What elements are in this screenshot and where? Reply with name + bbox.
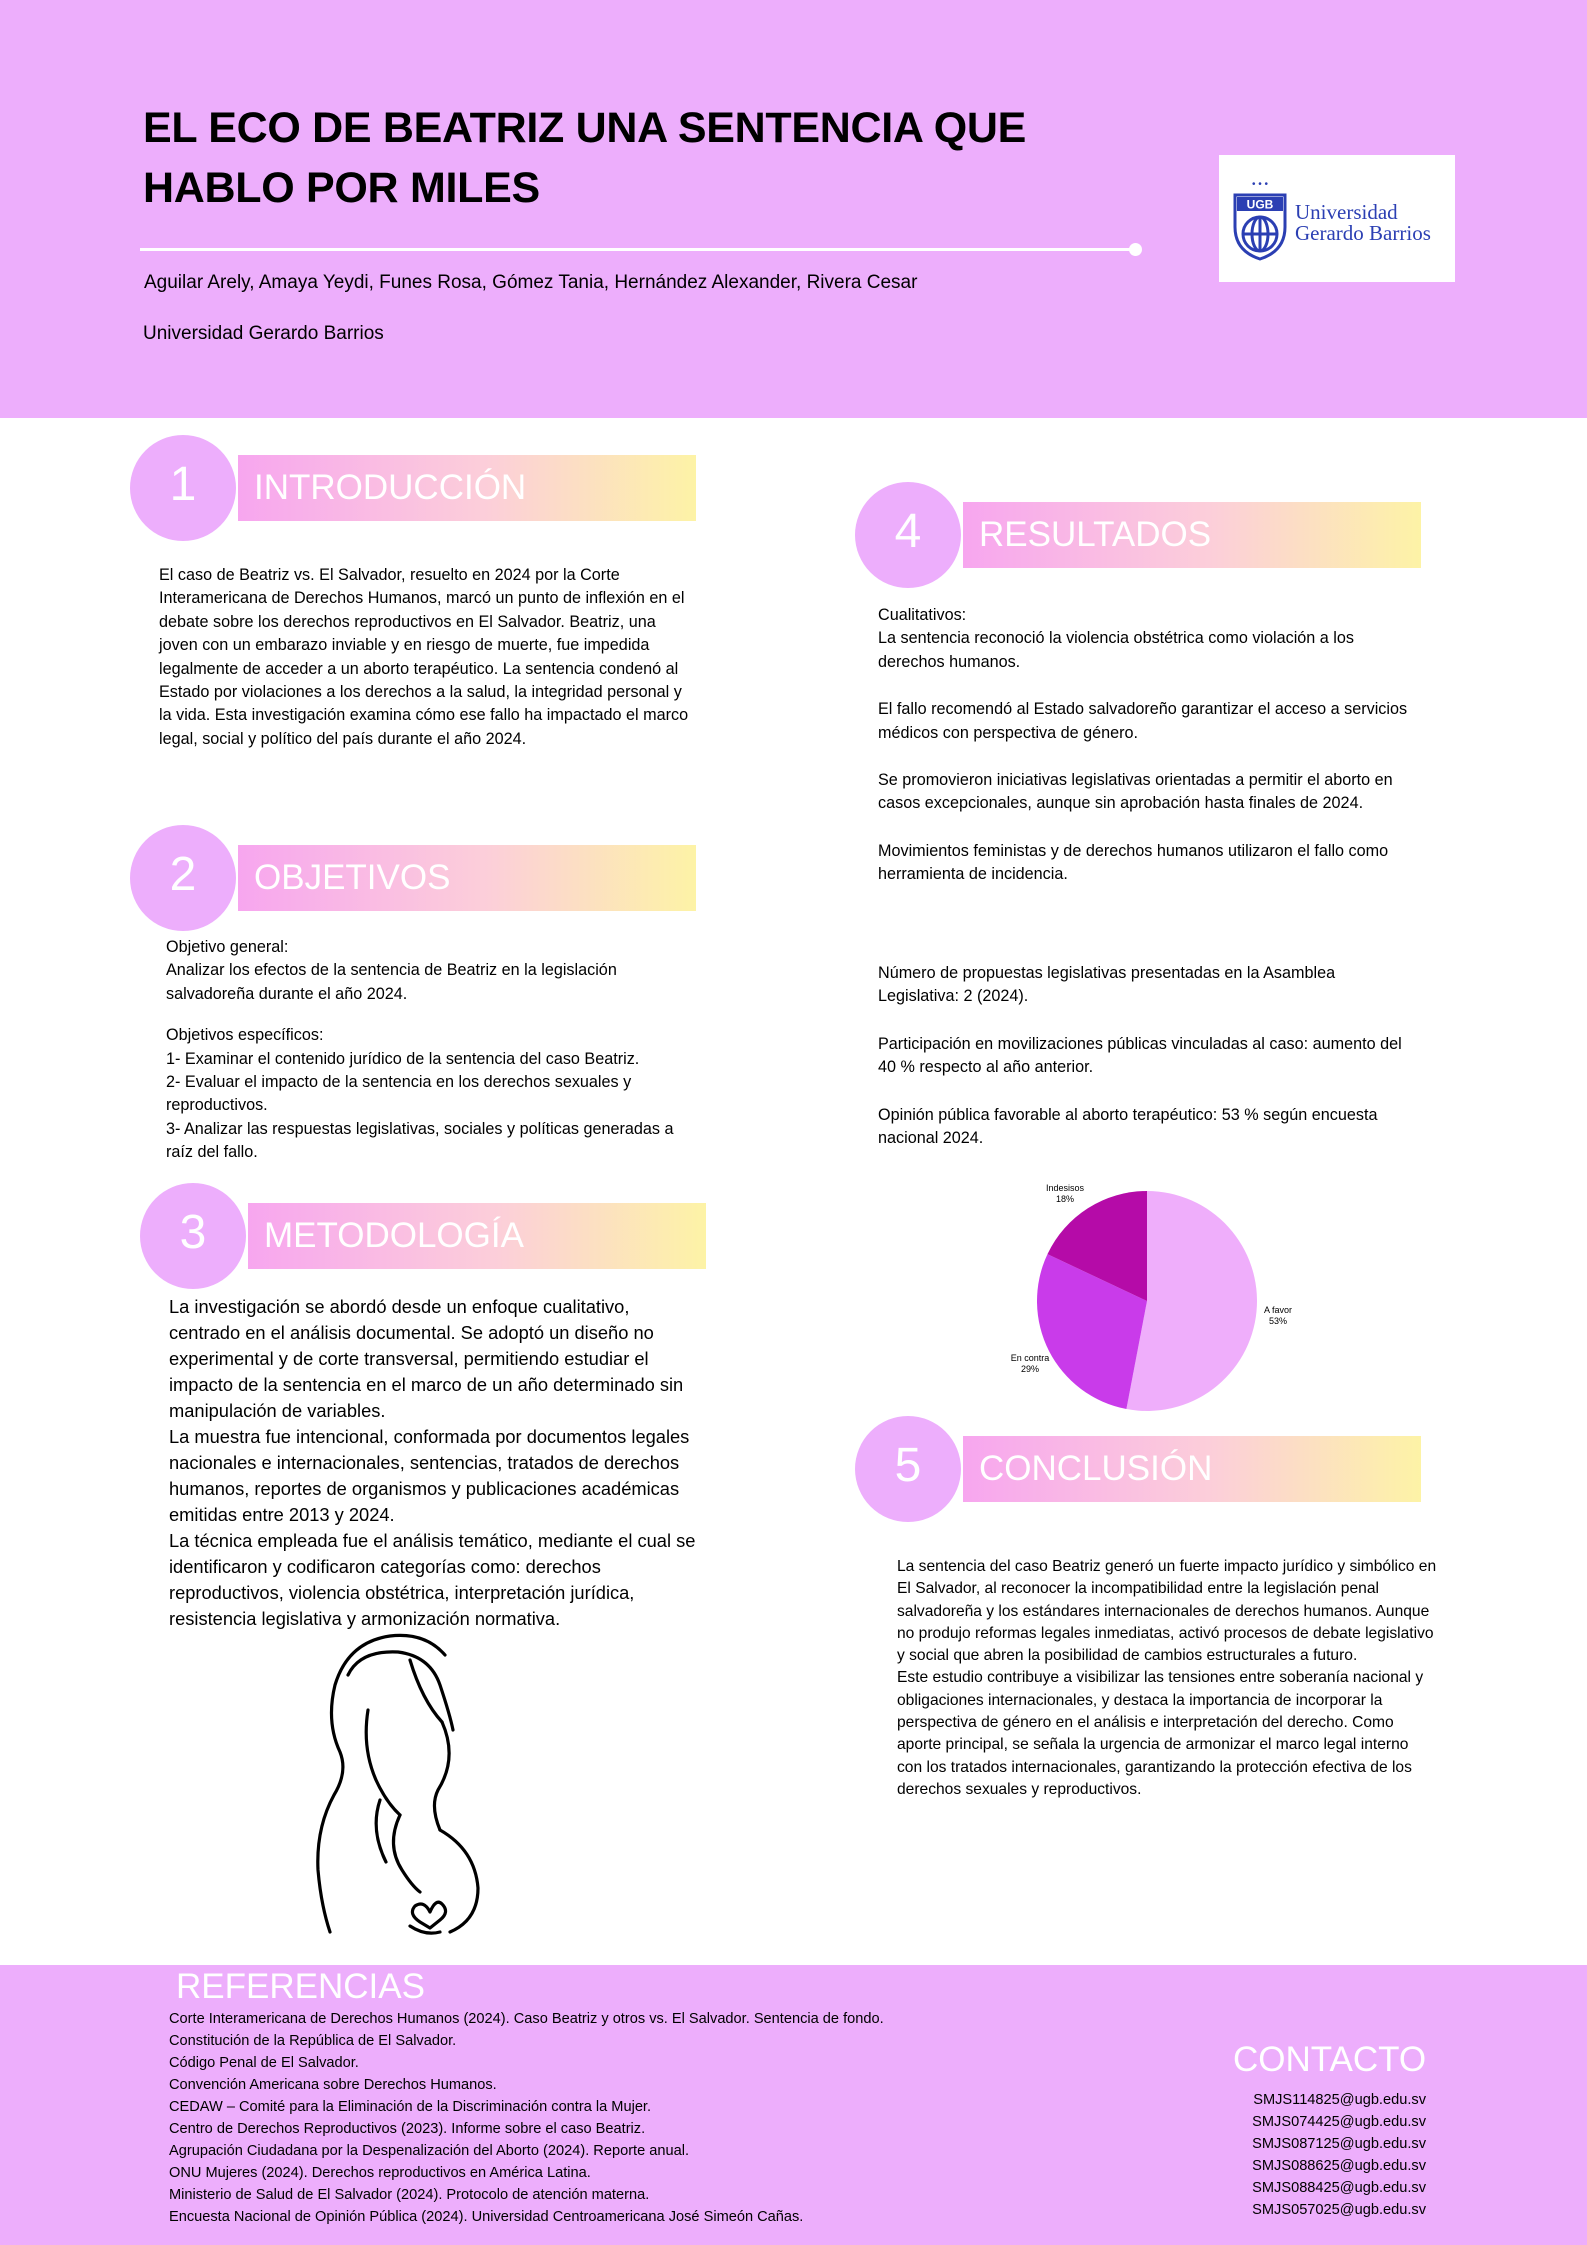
references-title: REFERENCIAS [176,1967,425,2006]
university-logo [1219,155,1455,282]
conclusion-title: CONCLUSIÓN [979,1449,1213,1488]
reference-item: Agrupación Ciudadana por la Despenalización del Aborto (2024). Reporte anual. [169,2143,690,2159]
conclusion-paragraph: La sentencia del caso Beatriz generó un fuerte impacto jurídico y simbólico en El Salvador, al reconocer la incompatibilidad entre la legislación penal salvadoreña y los estándares internacionales de derechos humanos. Aunque no produjo reformas legales inmediatas, activó procesos de debate legislativo y social que abren la posibilidad de cambios estructurales a futuro. [897,1558,1437,1665]
references-list [169,2008,884,2228]
authors: Aguilar Arely, Amaya Yeydi, Funes Rosa, Gómez Tania, Hernández Alexander, Rivera Cesar [144,272,918,293]
qualitative-item: Se promovieron iniciativas legislativas orientadas a permitir el aborto en casos excepcionales, aunque sin aprobación hasta finales de 2024. [878,771,1393,813]
metodologia-paragraph: La muestra fue intencional, conformada por documentos legales nacionales e internacionales, sentencias, tratados de derechos humanos, reportes de organismos y publicaciones académicas emitidas entre 2013 y 2024. [169,1426,690,1525]
divider-dot [1129,243,1142,256]
metodologia-paragraph: La investigación se abordó desde un enfoque cualitativo, centrado en el análisis documental. Se adoptó un diseño no experimental y de corte transversal, permitiendo estudiar el impacto de la sentencia en el marco de un año determinado sin manipulación de variables. [169,1296,684,1421]
resultados-number: 4 [855,482,961,588]
resultados-qualitative [878,604,1418,887]
reference-item: Encuesta Nacional de Opinión Pública (2024). Universidad Centroamericana José Simeón Cañas. [169,2209,804,2225]
contact-email: SMJS074425@ugb.edu.sv [1252,2114,1426,2130]
conclusion-paragraph: Este estudio contribuye a visibilizar las tensiones entre soberanía nacional y obligaciones internacionales, y destaca la importancia de incorporar la perspectiva de género en el análisis e interpretación del derecho. Como aporte principal, se señala la urgencia de armonizar el marco legal interno con los tratados internacionales, garantizando la protección efectiva de los derechos sexuales y reproductivos. [897,1669,1424,1798]
quantitative-item: Opinión pública favorable al aborto terapéutico: 53 % según encuesta nacional 2024. [878,1105,1378,1148]
poster-title: EL ECO DE BEATRIZ UNA SENTENCIA QUE HABLO POR MILES [143,104,1027,212]
svg-text:Universidad: Universidad [1295,200,1398,224]
objetivo-especifico: 3- Analizar las respuestas legislativas, sociales y políticas generadas a raíz del fallo. [166,1119,674,1162]
resultados-title: RESULTADOS [979,515,1212,554]
pie-label-indesisos: Indesisos 18% [1045,1183,1085,1204]
reference-item: CEDAW – Comité para la Eliminación de la Discriminación contra la Mujer. [169,2099,652,2115]
resultados-quantitative [878,962,1408,1150]
contact-title: CONTACTO [1233,2040,1427,2079]
opinion-pie-chart [995,1175,1325,1420]
resultados-title-bar [963,502,1421,568]
reference-item: ONU Mujeres (2024). Derechos reproductivos en América Latina. [169,2165,591,2181]
reference-item: Ministerio de Salud de El Salvador (2024). Protocolo de atención materna. [169,2187,650,2203]
contact-email: SMJS087125@ugb.edu.sv [1252,2136,1426,2152]
svg-text:Gerardo Barrios: Gerardo Barrios [1295,221,1431,245]
reference-item: Constitución de la República de El Salvador. [169,2033,457,2049]
intro-number: 1 [130,435,236,541]
qualitative-item: La sentencia reconoció la violencia obstétrica como violación a los derechos humanos. [878,629,1354,671]
reference-item: Código Penal de El Salvador. [169,2055,359,2071]
conclusion-text [897,1556,1437,1801]
objetivos-title: OBJETIVOS [254,858,451,897]
objetivos-body [166,936,696,1165]
objetivo-especifico: 2- Evaluar el impacto de la sentencia en los derechos sexuales y reproductivos. [166,1073,632,1115]
qualitative-item: El fallo recomendó al Estado salvadoreño garantizar el acceso a servicios médicos con perspectiva de género. [878,700,1408,742]
quantitative-item: Participación en movilizaciones públicas vinculadas al caso: aumento del 40 % respecto al año anterior. [878,1034,1402,1077]
metodologia-number: 3 [140,1183,246,1289]
objetivos-title-bar [238,845,696,911]
pie-label-en-contra: En contra 29% [1010,1353,1050,1374]
pie-label-a-favor: A favor 53% [1263,1305,1292,1326]
reference-item: Centro de Derechos Reproductivos (2023). Informe sobre el caso Beatriz. [169,2121,646,2137]
metodologia-paragraph: La técnica empleada fue el análisis temático, mediante el cual se identificaron y codificaron categorías como: derechos reproductivos, violencia obstétrica, interpretación jurídica, resistencia legislativa y armonización normativa. [169,1530,696,1629]
pregnant-woman-illustration [290,1630,490,1935]
svg-text:UGB: UGB [1246,197,1274,212]
objetivos-number: 2 [130,825,236,931]
contact-list [1243,2089,1426,2221]
reference-item: Corte Interamericana de Derechos Humanos (2024). Caso Beatriz y otros vs. El Salvador. Sentencia de fondo. [169,2011,884,2027]
affiliation: Universidad Gerardo Barrios [143,323,384,344]
quantitative-item: Número de propuestas legislativas presentadas en la Asamblea Legislativa: 2 (2024). [878,964,1336,1006]
ugb-crest-icon [1219,155,1455,282]
objetivo-general-text: Analizar los efectos de la sentencia de Beatriz en la legislación salvadoreña durante el año 2024. [166,961,617,1003]
conclusion-number: 5 [855,1416,961,1522]
conclusion-title-bar [963,1436,1421,1502]
qualitative-item: Movimientos feministas y de derechos humanos utilizaron el fallo como herramienta de incidencia. [878,841,1389,884]
contact-email: SMJS088625@ugb.edu.sv [1252,2158,1426,2174]
metodologia-text [169,1294,704,1632]
qualitative-label: Cualitativos: [878,606,967,624]
contact-email: SMJS114825@ugb.edu.sv [1253,2092,1426,2108]
svg-text:• • •: • • • [1251,179,1269,190]
intro-title: INTRODUCCIÓN [254,468,527,507]
metodologia-title: METODOLOGÍA [264,1216,524,1255]
intro-title-bar [238,455,696,521]
objetivo-especifico: 1- Examinar el contenido jurídico de la sentencia del caso Beatriz. [166,1049,640,1068]
pie-svg [995,1175,1325,1420]
metodologia-title-bar [248,1203,706,1269]
intro-text: El caso de Beatriz vs. El Salvador, resuelto en 2024 por la Corte Interamericana de Derechos Humanos, marcó un punto de inflexión en el debate sobre los derechos reproductivos en El Salvador. Beatriz, una joven con un embarazo inviable y en riesgo de muerte, fue impedida legalmente de acceder a un aborto terapéutico. La sentencia condenó al Estado por violaciones a los derechos a la salud, la integridad personal y la vida. Esta investigación examina cómo ese fallo ha impactado el marco legal, social y político del país durante el año 2024. [159,566,689,748]
title-divider [140,248,1135,251]
objetivos-especificos-label: Objetivos específicos: [166,1026,324,1045]
objetivo-general-label: Objetivo general: [166,938,289,956]
contact-email: SMJS057025@ugb.edu.sv [1252,2202,1426,2218]
reference-item: Convención Americana sobre Derechos Humanos. [169,2077,497,2093]
contact-email: SMJS088425@ugb.edu.sv [1252,2180,1426,2196]
